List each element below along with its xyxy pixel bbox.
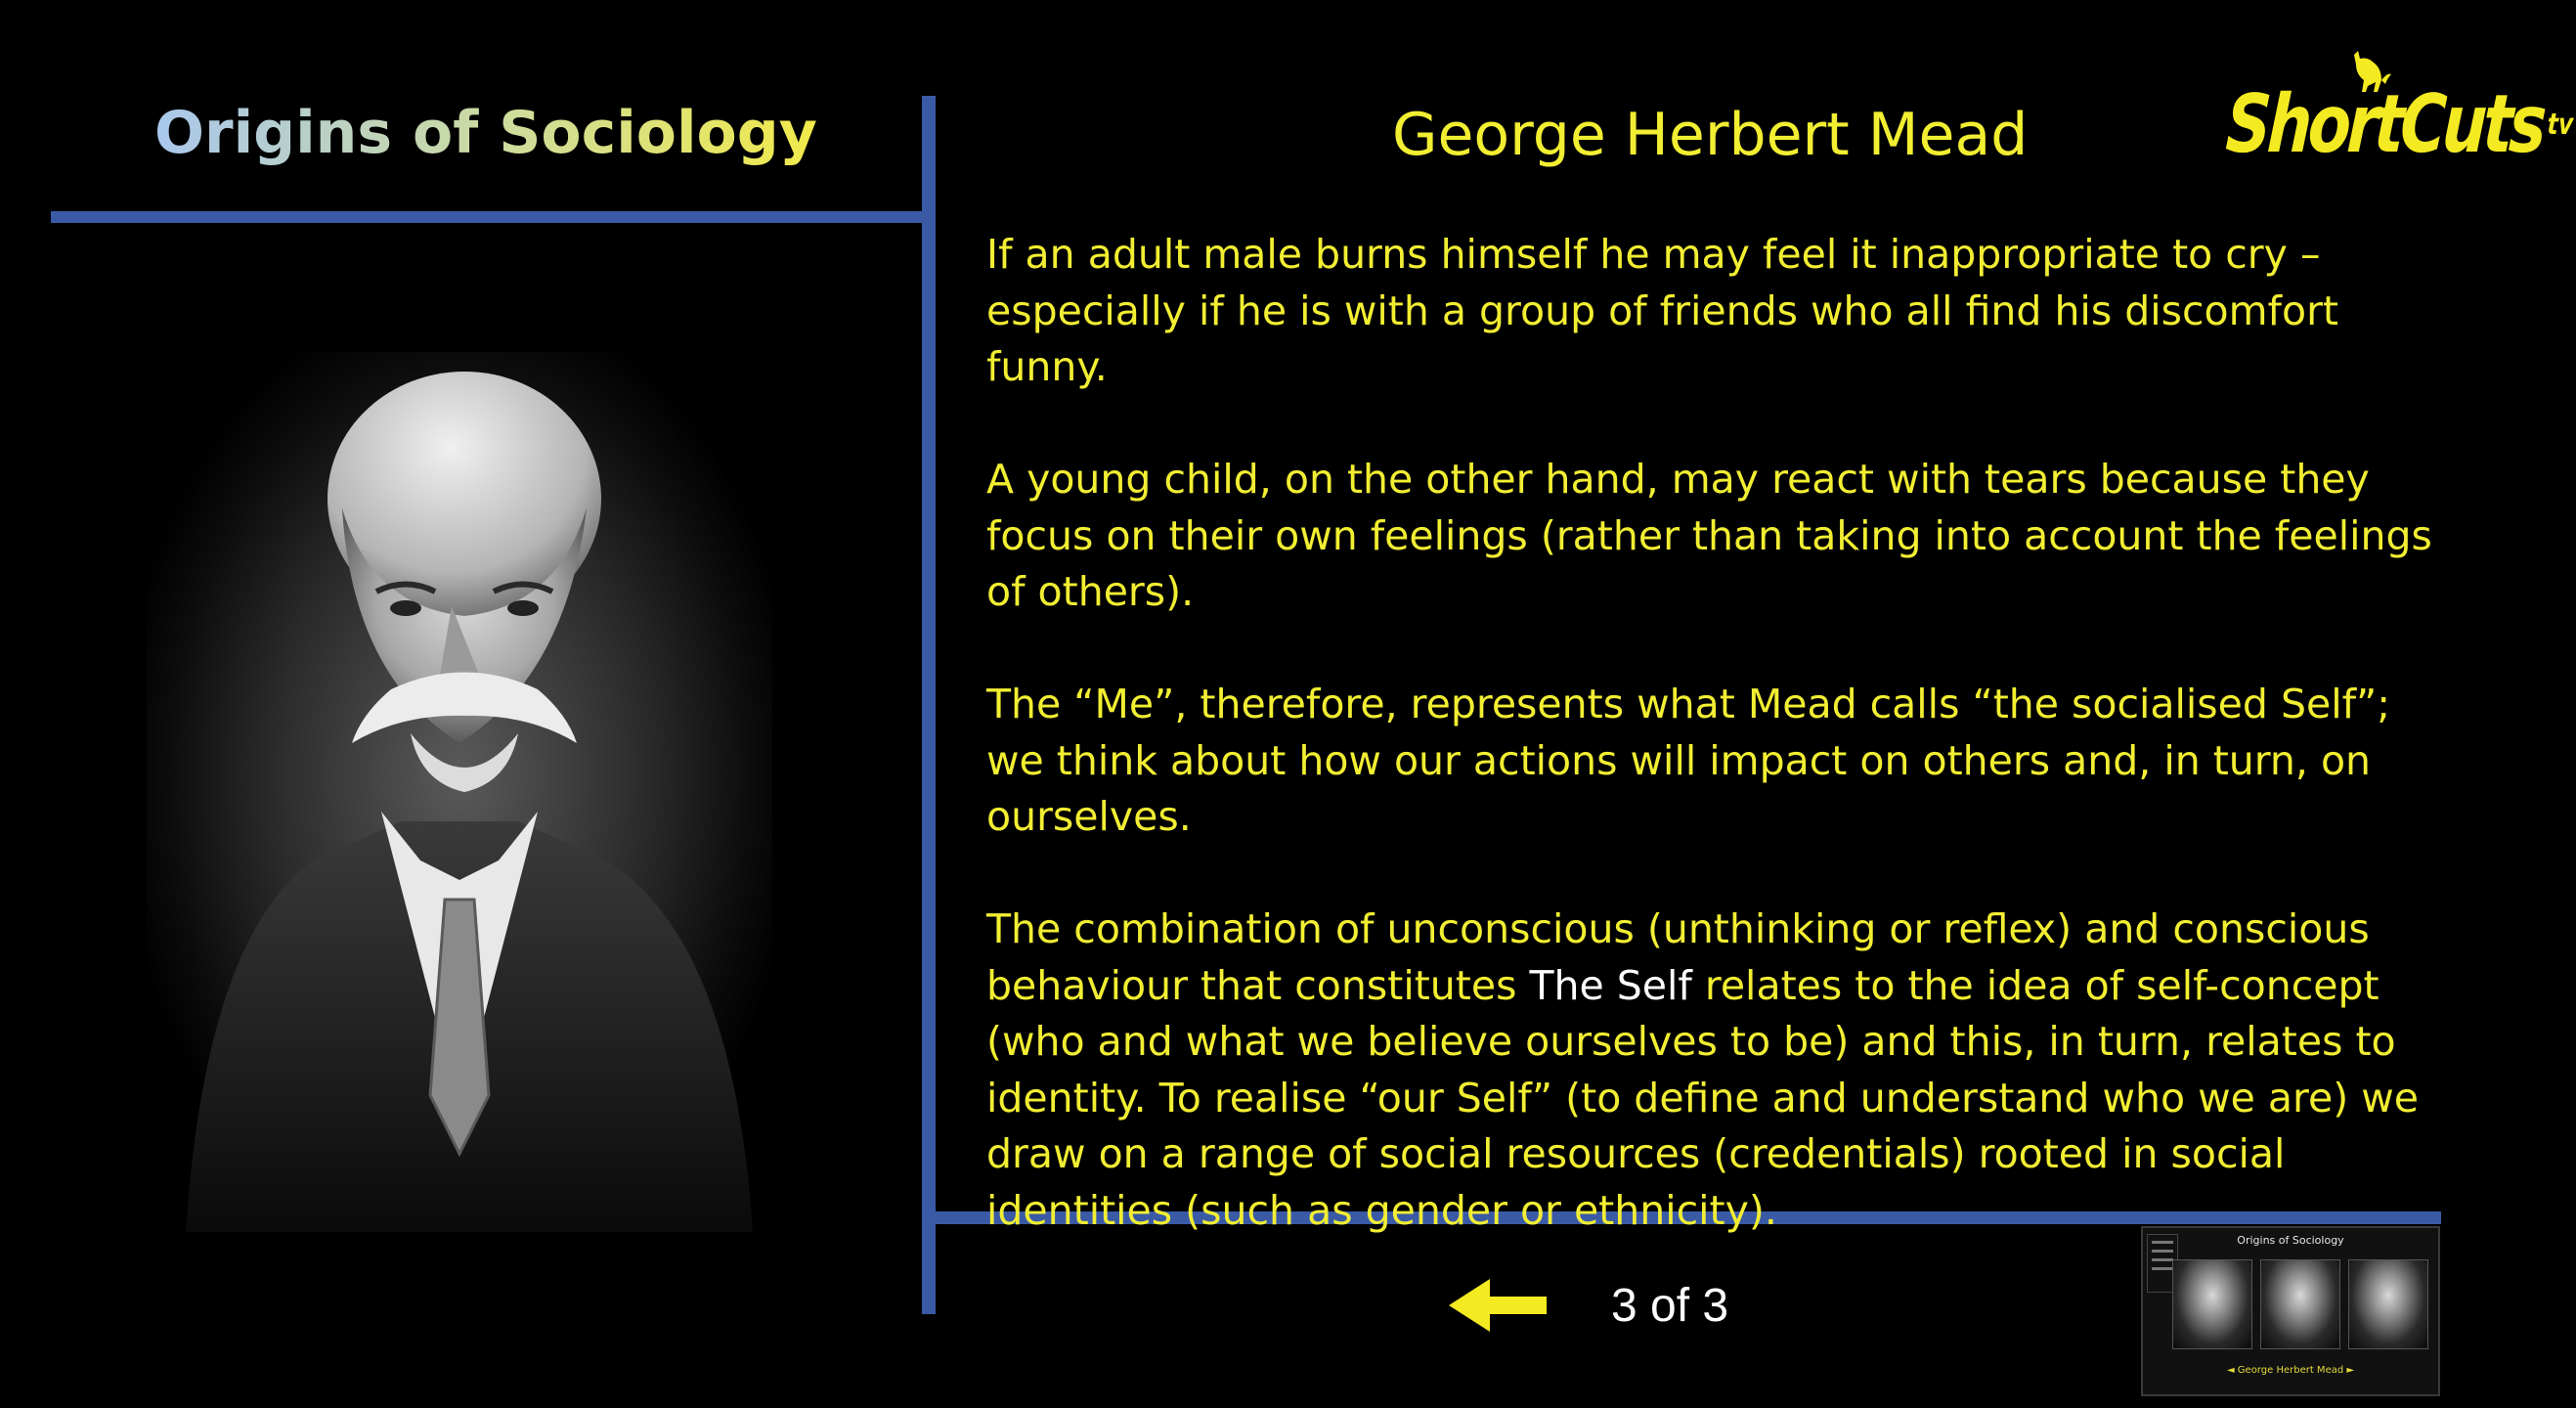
section-title: Origins of Sociology (154, 94, 817, 172)
paragraph-4-part-2: relates to the idea of self-concept (who and what we believe ourselves to be) and this, in turn, relates to identity. To realise “our Self” (to define and understand who we are) we draw on a range of social resources (credentials) rooted in social identities (such as gender or ethnicity). (986, 961, 2419, 1234)
thumbnail-photo (2348, 1259, 2428, 1349)
page-heading: George Herbert Mead (1392, 101, 2029, 169)
page-indicator: 3 of 3 (1611, 1280, 1729, 1332)
logo-text: ShortCuts (2223, 78, 2546, 171)
logo-suffix: tv (2546, 108, 2575, 142)
thumbnail-caption: ◄ George Herbert Mead ► (2226, 1365, 2355, 1376)
paragraph-2: A young child, on the other hand, may react with tears because they focus on their own feelings (rather than taking into account the feelings of others). (986, 456, 2432, 615)
body-text (986, 227, 2433, 1296)
left-header-divider (51, 211, 931, 223)
slide-thumbnail[interactable] (2141, 1226, 2440, 1396)
the-self-highlight: The Self (1529, 961, 1692, 1009)
paragraph-3: The “Me”, therefore, represents what Mead calls “the socialised Self”; we think about how our actions will impact on others and, in turn, on ourselves. (986, 681, 2391, 840)
paragraph-1: If an adult male burns himself he may feel it inappropriate to cry – especially if he is with a group of friends who all find his discomfort funny. (986, 231, 2339, 390)
thumbnail-title: Origins of Sociology (2237, 1234, 2344, 1247)
vertical-divider (922, 96, 936, 1314)
thumbnail-photos (2172, 1259, 2428, 1349)
left-arrow-icon[interactable] (1447, 1277, 1549, 1334)
paragraph-4 (986, 902, 2433, 1239)
thumbnail-photo (2172, 1259, 2252, 1349)
portrait-image (147, 352, 772, 1232)
thumbnail-photo (2260, 1259, 2340, 1349)
shortcuts-logo (2224, 76, 2576, 174)
paragraph-4-part-1: The combination of unconscious (unthinking or reflex) and conscious behaviour that constitutes (986, 905, 2370, 1009)
